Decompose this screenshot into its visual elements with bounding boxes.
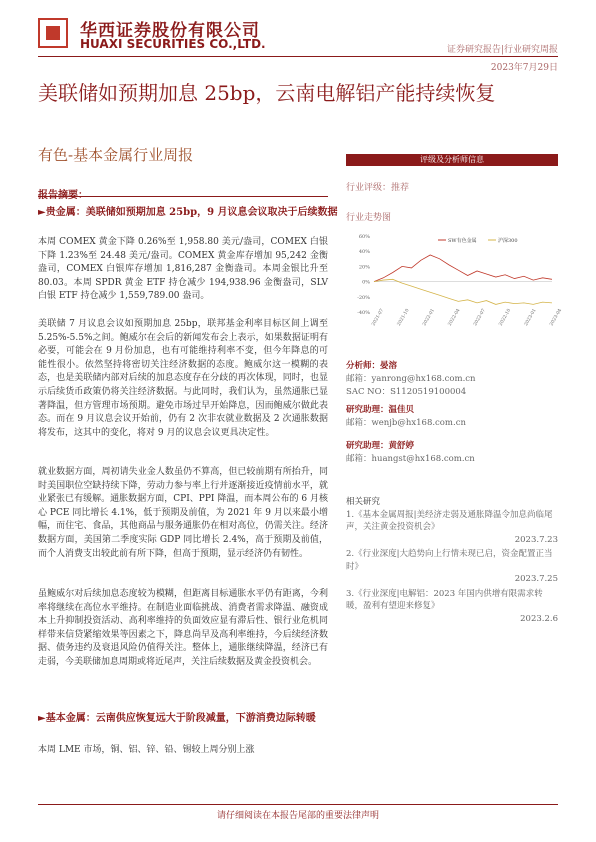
x-tick-label: 2022-01 — [422, 308, 436, 327]
sidebar-heading: 评级及分析师信息 — [346, 154, 558, 166]
industry-trend-chart — [346, 228, 564, 338]
paragraph: 本周 LME 市场，铜、铝、锌、铅、锡较上周分别上涨 — [38, 745, 255, 755]
report-title: 美联储如预期加息 25bp，云南电解铝产能持续恢复 — [38, 81, 496, 105]
company-logo-icon — [38, 18, 68, 48]
section-heading-precious-metals: ►贵金属：美联储如预期加息 25bp，9 月议息会议取决于后续数据 — [38, 207, 338, 218]
paragraph: 美联储 7 月议息会议如预期加息 25bp，联邦基金利率目标区间上调至 5.25%-5.5%之间。鲍威尔在会后的新闻发布会上表示，如果数据证明有必要，可能会在 9 月份加息，也有可能维持利率不变，但今年降息的可能性很小。依然坚持将密切关注经济数据的态度。鲍威尔这一模糊的表态，也是美联储内部对后续的加息态度存在分歧的再次体现，同时，也显示后续货币政策仍将关注经济数据。与此同时，我们认为，虽然通胀已显著降温，但方管理市场预期。避免市场过早开始降息，因而鲍威尔做此表态。而在 9 月议息会议开始前，仍有 2 次非农就业数据及 2 次通胀数据将发布，这其中的变化，将对 9 月的议息会议更具决定性。 — [38, 319, 328, 438]
report-subtitle: 有色-基本金属行业周报 — [38, 146, 194, 164]
company-name-cn: 华西证券股份有限公司 — [80, 21, 260, 41]
series-line — [374, 279, 552, 304]
series-line — [374, 255, 552, 282]
summary-heading — [38, 186, 88, 201]
x-tick-label: 2021-07 — [371, 308, 386, 327]
paragraph: 本周 COMEX 黄金下降 0.26%至 1,958.80 美元/盎司，COMEX 白银下降 1.23%至 24.48 美元/盎司。COMEX 黄金库存增加 95,242 金衡盎司，COMEX 白银库存增加 1,816,287 金衡盎司。本周金银比升至 80.03。本周 SPDR 黄金 ETF 持仓减少 194,938.96 金衡盎司，SLV 白银 ETF 持仓减少 1,559,789.00 盎司。 — [38, 237, 328, 302]
y-tick-label: 0% — [362, 279, 370, 286]
analyst-block — [346, 440, 558, 466]
analyst-email[interactable]: 邮箱：huangst@hx168.com.cn — [346, 454, 475, 464]
paragraph: 就业数据方面，周初请失业金人数虽仍不算高，但已较前期有所抬升，同时美国职位空缺持续下降，劳动力参与率上行并逐渐接近疫情前水平，就业紧张已有缓解。通胀数据方面，CPI、PPI 降温，而本周公布的 6 月核心 PCE 同比增长 4.1%，低于预期及前值，为 2021 年 9 月以来最小增幅，而住宅、食品，其他商品与服务通胀仍在相对高位，仍需关注。经济数据方面，美国第二季度实际 GDP 同比增长 2.4%，高于预期及前值，而个人消费支出较此前有所下降，但高于预期，显示经济仍有韧性。 — [38, 467, 328, 559]
x-tick-label: 2022-04 — [447, 308, 462, 327]
x-tick-label: 2023-01 — [523, 308, 538, 327]
analyst-role: 分析师：晏溶 — [346, 361, 398, 371]
analyst-block — [346, 404, 558, 430]
y-tick-label: 20% — [358, 264, 370, 271]
analyst-email[interactable]: 邮箱：yanrong@hx168.com.cn — [346, 374, 476, 384]
section-heading-base-metals: ►基本金属：云南供应恢复远大于阶段减量，下游消费边际转暖 — [38, 713, 316, 724]
x-tick-label: 2022-10 — [498, 308, 513, 327]
legend-label: SW有色金属 — [448, 238, 477, 244]
company-name-en: HUAXI SECURITIES CO.,LTD. — [80, 37, 266, 51]
related-item[interactable]: 2.《行业深度|大趋势向上行情未现已启，资金配置正当时》 2023.7.25 — [346, 549, 558, 584]
report-category: 证券研究报告|行业研究周报 — [446, 45, 558, 55]
y-tick-label: 40% — [358, 249, 370, 256]
summary-divider — [38, 196, 328, 197]
x-tick-label: 2022-07 — [473, 308, 487, 327]
footer-divider — [38, 804, 558, 805]
legend-label: 沪深300 — [498, 238, 518, 244]
header-divider — [38, 56, 558, 57]
analyst-role: 研究助理：温佳贝 — [346, 405, 415, 415]
footer-disclaimer: 请仔细阅读在本报告尾部的重要法律声明 — [216, 811, 379, 821]
x-tick-label: 2023-04 — [549, 308, 564, 327]
related-item[interactable]: 1.《基本金属周报|美经济走弱及通胀降温令加息尚临尾声，关注黄金投资机会》 2023.7.23 — [346, 509, 558, 545]
related-item[interactable]: 3.《行业深度|电解铝：2023 年国内供增有限需求转暖，盈利有望迎来修复》 2023.2.6 — [346, 588, 558, 624]
related-research — [346, 496, 558, 627]
analyst-email[interactable]: 邮箱：wenjb@hx168.com.cn — [346, 418, 466, 428]
paragraph: 虽鲍威尔对后续加息态度较为模糊，但距离目标通胀水平仍有距离，今利率将继续在高位水平维持。在制造业面临挑战、消费者需求降温、融资成本上升抑制投资活动、高利率维持的负面效应显有滞后性、银行业危机同样带来信贷紧缩效果等因素之下，降息尚早及高利率维持，今后续经济数据、债务违约及衰退风险仍值得关注。整体上，通胀继续降温，经济已有走弱，今美联储加息周期或将近尾声，关注后续数据及黄金投资机会。 — [38, 589, 328, 667]
trend-chart-label: 行业走势图 — [346, 213, 392, 223]
y-tick-label: -40% — [357, 310, 370, 316]
analyst-role: 研究助理：黄舒婷 — [346, 441, 415, 451]
analyst-sac: SAC NO：S1120519100004 — [346, 387, 467, 397]
industry-rating: 行业评级：推荐 — [346, 183, 410, 193]
related-heading: 相关研究 — [346, 497, 381, 507]
report-date: 2023年7月29日 — [490, 63, 558, 73]
y-tick-label: -20% — [357, 294, 370, 301]
y-tick-label: 60% — [358, 234, 370, 240]
x-tick-label: 2021-10 — [396, 308, 411, 327]
analyst-block — [346, 360, 558, 399]
